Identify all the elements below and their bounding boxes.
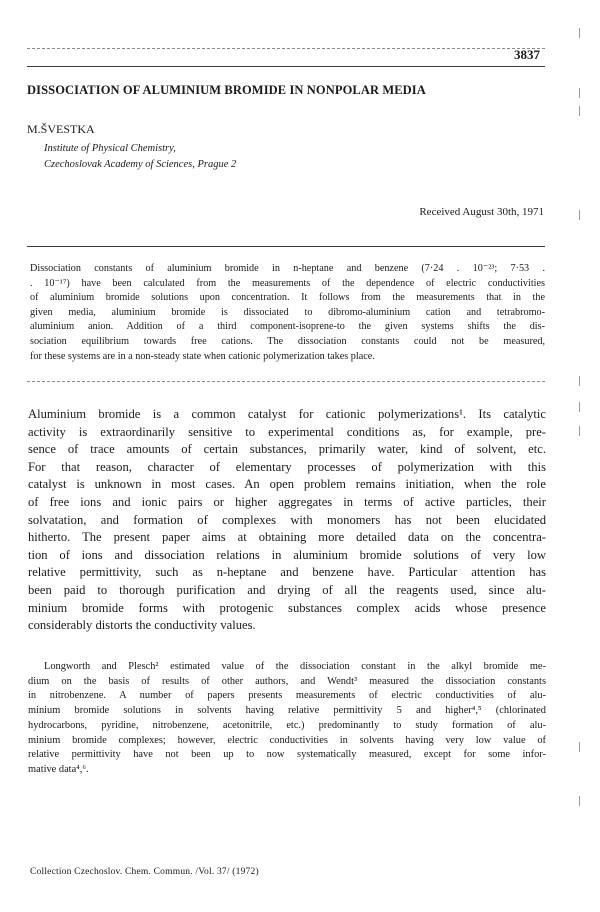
top-rule [27, 48, 545, 49]
paragraph-line: hydrocarbons, pyridine, nitrobenzene, acetonitrile, etc.) predominantly to study formation of alu- [28, 719, 546, 731]
paragraph-line: activity is extraordinarily sensitive to experimental conditions as, for example, pre- [28, 424, 546, 439]
paragraph-line: in nitrobenzene. A number of papers presents measurements of electric conductivities of alu- [28, 690, 546, 702]
paragraph-line: relative permittivity, such as n-heptane and benzene have. Particular attention has [28, 565, 546, 580]
paragraph-line: been paid to thorough purification and drying of all the reagents used, since alu- [28, 582, 546, 597]
abstract-line: . 10⁻¹⁷) have been calculated from the measurements of the dependence of electric conductivities [30, 277, 545, 289]
paragraph-line: mative data⁴,⁶. [28, 763, 89, 775]
paragraph-line: catalyst is unknown in most cases. An open problem remains initiation, when the role [28, 477, 546, 492]
paragraph-line: Aluminium bromide is a common catalyst for cationic polymerizations¹. Its catalytic [28, 407, 546, 421]
paragraph-line: solvatation, and formation of complexes with monomers has not been elucidated [28, 512, 546, 527]
paragraph-line: hitherto. The present paper aims at obtaining more detailed data on the concentra- [28, 530, 546, 545]
header-underline [27, 66, 545, 67]
affiliation-line-2: Czechoslovak Academy of Sciences, Prague 2 [44, 159, 237, 170]
paragraph-line: Longworth and Plesch² estimated value of the dissociation constant in the alkyl bromide me- [44, 661, 546, 672]
paragraph-line: sence of trace amounts of certain substances, primarily water, kind of solvent, etc. [28, 442, 546, 457]
paragraph-line: For that reason, character of elementary processes of polymerization with this [28, 459, 546, 474]
abstract-line: sociation equilibrium towards free cations. The dissociation constants could not be measured, [30, 335, 545, 347]
paragraph-1 [28, 406, 546, 635]
journal-citation: Collection Czechoslov. Chem. Commun. /Vol. 37/ (1972) [30, 867, 259, 877]
abstract-bottom-rule [27, 381, 545, 382]
abstract-line: aluminium anion. Addition of a third component-isoprene-to the given systems shifts the dis- [30, 321, 545, 333]
paragraph-line: minium bromide complexes; however, electric conductivities in solvents having very low value of [28, 734, 546, 746]
paragraph-line: relative permittivity have not been up to now systematically measured, except for some infor- [28, 749, 546, 761]
paragraph-line: of free ions and ionic pairs or higher aggregates in terms of active particles, their [28, 494, 546, 509]
abstract-line: of aluminium bromide solutions upon concentration. It follows from the measurements that in the [30, 292, 545, 304]
abstract-top-rule [27, 246, 545, 247]
abstract-line: given media, aluminium bromide is dissociated to dibromo-aluminium cation and tetrabromo- [30, 306, 545, 318]
paragraph-line: tion of ions and dissociation relations in aluminium bromide solutions of very low [28, 547, 546, 562]
abstract [30, 262, 545, 364]
affiliation-line-1: Institute of Physical Chemistry, [44, 143, 176, 154]
paragraph-2 [28, 660, 546, 778]
author-name: M.ŠVESTKA [27, 122, 95, 136]
abstract-line: for these systems are in a non-steady state when cationic polymerization takes place. [30, 350, 375, 362]
received-date: Received August 30th, 1971 [419, 206, 544, 218]
paragraph-line: minium bromide solutions in solvents having relative permittivity 5 and higher⁴,⁵ (chlorinated [28, 705, 546, 717]
paragraph-line: dium on the basis of results of other authors, and Wendt³ measured the dissociation constants [28, 675, 546, 687]
page-number: 3837 [514, 47, 540, 62]
paragraph-line: considerably distorts the conductivity values. [28, 618, 256, 633]
paragraph-line: minium bromide forms with protogenic substances complex acids whose presence [28, 600, 546, 615]
article-title: DISSOCIATION OF ALUMINIUM BROMIDE IN NONPOLAR MEDIA [27, 83, 426, 97]
abstract-line: Dissociation constants of aluminium bromide in n-heptane and benzene (7·24 . 10⁻²³; 7·53 . [30, 263, 545, 274]
